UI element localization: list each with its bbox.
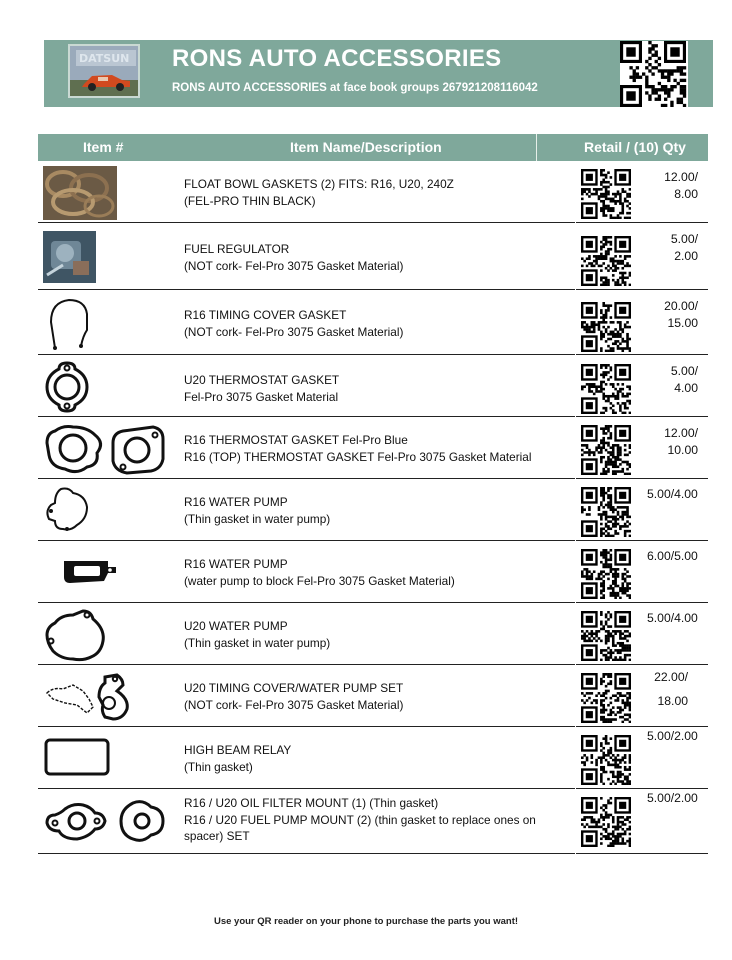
table-row [38,789,708,854]
u20-timing-cover-water-pump-set-icon [43,669,135,730]
table-row [38,290,708,355]
r16-thermostat-gaskets-icon [43,421,168,482]
item-price: 5.00/2.00 [647,729,698,743]
column-header-item: Item # [83,139,124,155]
table-row [38,727,708,789]
item-qr-code[interactable] [581,797,631,847]
table-row [38,161,708,223]
table-row [38,665,708,727]
item-qr-code[interactable] [581,169,631,219]
item-qr-code[interactable] [581,549,631,599]
item-qr-code[interactable] [581,611,631,661]
item-qr-code[interactable] [581,487,631,537]
header-qr-code[interactable] [620,41,688,107]
footer-note: Use your QR reader on your phone to purchase the parts you want! [213,916,519,927]
page-subtitle: RONS AUTO ACCESSORIES at face book groups 267921208116042 [172,82,538,94]
item-qr-code[interactable] [581,302,631,352]
r16-water-pump-block-gasket-icon [60,555,118,590]
fuel-regulator-photo [43,231,96,288]
item-qr-code[interactable] [581,735,631,785]
item-price: 20.00/ 15.00 [664,299,698,330]
item-description: FUEL REGULATOR (NOT cork- Fel-Pro 3075 Gasket Material) [184,242,404,273]
column-header-name: Item Name/Description [290,139,442,155]
item-description: U20 TIMING COVER/WATER PUMP SET (NOT cork- Fel-Pro 3075 Gasket Material) [184,681,404,712]
table-row [38,541,708,603]
svg-text:DATSUN: DATSUN [79,52,130,65]
header-banner [44,40,713,107]
item-price: 6.00/5.00 [647,549,698,563]
item-qr-code[interactable] [581,425,631,475]
datsun-car-logo [68,44,140,98]
item-description: FLOAT BOWL GASKETS (2) FITS: R16, U20, 240Z (FEL-PRO THIN BLACK) [184,177,454,208]
r16-water-pump-gasket-icon [43,485,93,538]
item-qr-code[interactable] [581,236,631,286]
item-description: R16 TIMING COVER GASKET (NOT cork- Fel-Pro 3075 Gasket Material) [184,308,404,339]
oil-filter-fuel-pump-mount-gaskets-icon [43,799,167,848]
item-qr-code[interactable] [581,673,631,723]
item-description: U20 WATER PUMP (Thin gasket in water pump) [184,619,331,650]
u20-water-pump-gasket-icon [43,607,111,668]
item-description: R16 / U20 OIL FILTER MOUNT (1) (Thin gasket) R16 / U20 FUEL PUMP MOUNT (2) (thin gasket to replace ones on spacer) SET [184,796,536,843]
float-bowl-gasket-photo [43,166,117,225]
timing-cover-gasket-icon [43,294,93,357]
item-price: 5.00/ 2.00 [670,232,698,263]
item-description: R16 WATER PUMP (Thin gasket in water pump) [184,495,331,526]
item-description: R16 THERMOSTAT GASKET Fel-Pro Blue R16 (TOP) THERMOSTAT GASKET Fel-Pro 3075 Gasket Material [184,433,532,464]
table-header [38,134,708,161]
item-price: 12.00/ 10.00 [664,426,698,457]
table-row [38,417,708,479]
item-qr-code[interactable] [581,364,631,414]
item-price: 22.00/ 18.00 [654,670,688,708]
item-price: 5.00/4.00 [647,611,698,625]
item-price: 5.00/ 4.00 [670,364,698,395]
column-header-price: Retail / (10) Qty [584,139,686,155]
item-description: R16 WATER PUMP (water pump to block Fel-Pro 3075 Gasket Material) [184,557,455,588]
u20-thermostat-gasket-icon [43,359,93,420]
item-description: U20 THERMOSTAT GASKET Fel-Pro 3075 Gasket Material [184,373,340,404]
item-price: 12.00/ 8.00 [664,170,698,201]
high-beam-relay-gasket-icon [43,737,111,782]
item-description: HIGH BEAM RELAY (Thin gasket) [184,743,292,774]
page-title: RONS AUTO ACCESSORIES [172,45,502,72]
item-price: 5.00/2.00 [647,791,698,805]
table-row [38,479,708,541]
table-row [38,603,708,665]
item-price: 5.00/4.00 [647,487,698,501]
table-row [38,223,708,290]
table-row [38,355,708,417]
